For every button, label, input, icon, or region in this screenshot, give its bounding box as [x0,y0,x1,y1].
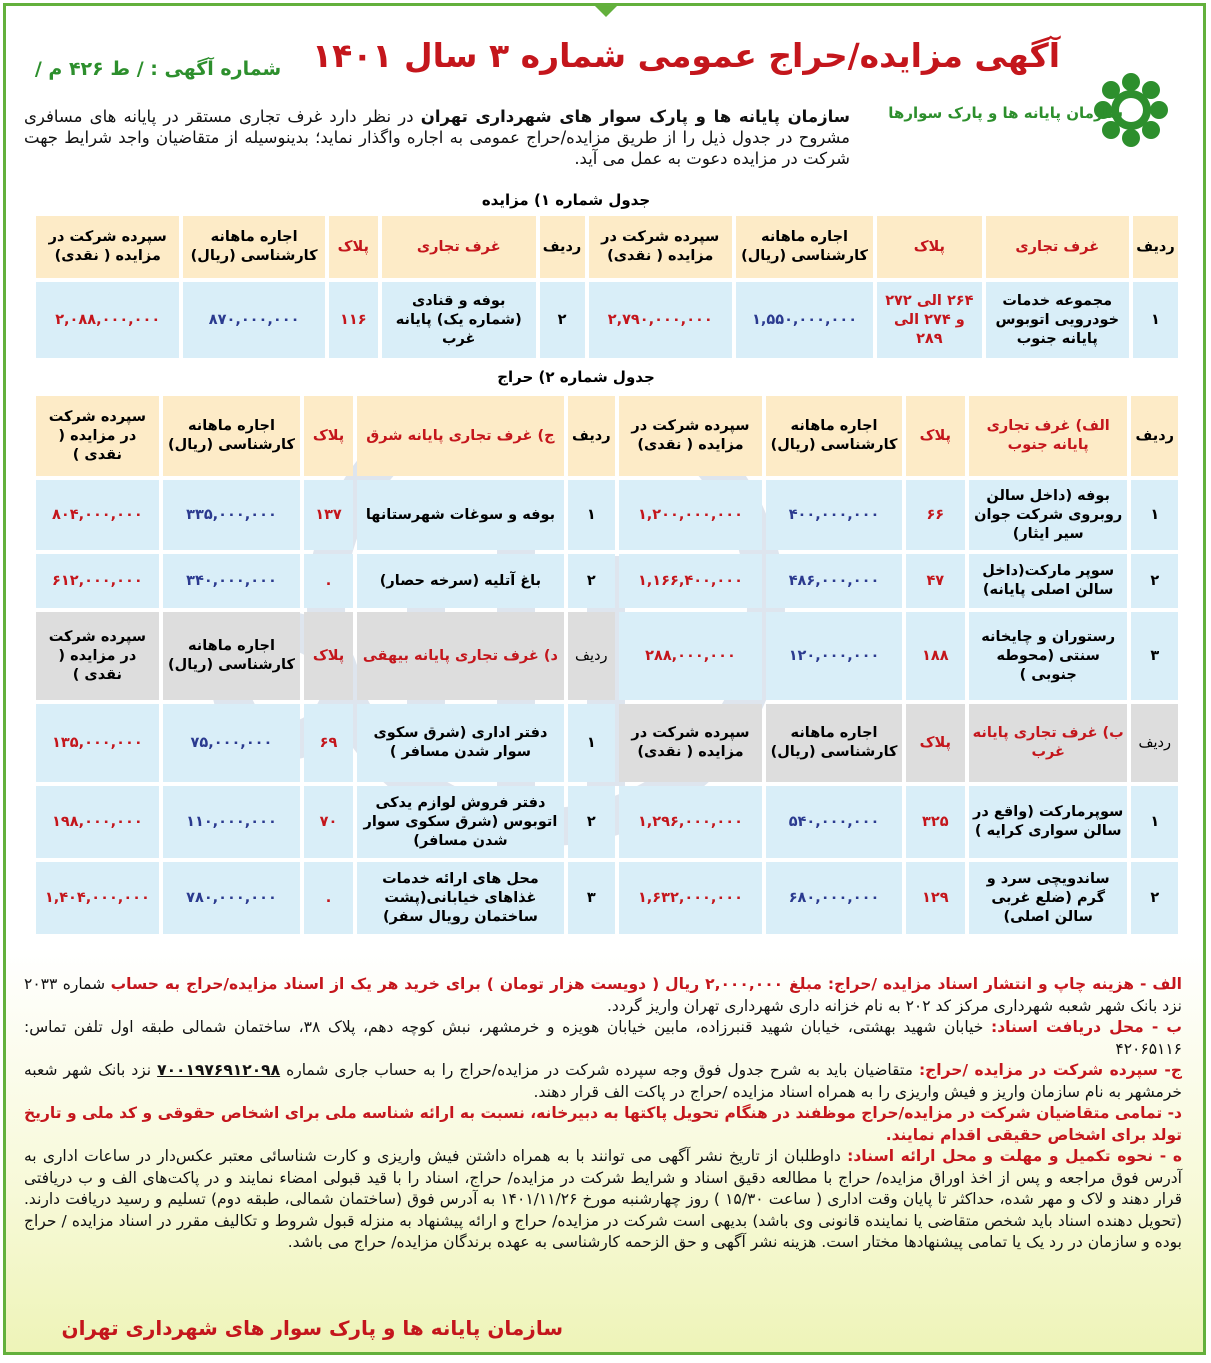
term-b-label: ب - محل دریافت اسناد: [991,1018,1182,1036]
table-cell-rent: ۳۳۵,۰۰۰,۰۰۰ [163,480,300,550]
term-a [24,974,1182,1017]
table2-caption: جدول شماره ۲) حراج [497,368,655,386]
term-e-text: داوطلبان از تاریخ نشر آگهی می توانند با به همراه داشتن فیش واریزی و کارت شناسائی معتبر عکس‌دار در ساعات اداری به آدرس فوق مراجعه و پس از اخذ اوراق مزایده/ حراج با مطالعه دقیق اسناد و شرایط شرکت در مزایده/ حراج، اسناد را با قید قبولی امضاء نمایند و در پاکت‌های الف و ب دریافتی قرار دهند و لاک و مهر شده، حداکثر تا پایان وقت اداری ( ساعت ۱۵/۳۰ ) روز چهارشنبه مورخ ۱۴۰۱/۱۱/۲۶ به آدرس فوق (ساختمان شمالی، طبقه دوم) تسلیم و رسید دریافت دارند. (تحویل دهنده اسناد باید شخص متقاضی یا نماینده قانونی وی باشد) بدیهی است شرکت در مزایده/ حراج و ارائه پیشنهاد به منزله قبول شروط و تکالیف مقرر در اسناد مزایده / حراج بوده و سازمان در رد یک یا تمامی پیشنهادها مختار است. هزینه نشر آگهی و حق الزحمه کارشناسی به عهده برندگان مزایده/ حراج می باشد. [24,1147,1182,1251]
term-c-text: متقاضیان باید به شرح جدول فوق وجه سپرده شرکت در مزایده/حراج را به حساب جاری شماره [280,1061,919,1079]
table-cell-deposit: ۱۳۵,۰۰۰,۰۰۰ [36,704,159,782]
table-cell-row: ۲ [1131,862,1178,934]
table-cell-plaque: ۱۲۹ [906,862,965,934]
table-cell-deposit: ۲,۷۹۰,۰۰۰,۰۰۰ [589,282,732,358]
ad-number: شماره آگهی : / ط ۴۲۶ م / [34,58,282,80]
table-cell-row: ۱ [568,480,615,550]
header-booth: غرف تجاری [382,216,536,278]
table-cell-booth: مجموعه خدمات خودرویی اتوبوس پایانه جنوب [986,282,1129,358]
table-cell-rent: ۱,۵۵۰,۰۰۰,۰۰۰ [736,282,873,358]
table-cell-booth: دفتر اداری (شرق سکوی سوار شدن مسافر ) [357,704,564,782]
table-cell-plaque: ۶۹ [304,704,353,782]
header-rent: اجاره ماهانه کارشناسی (ریال) [736,216,873,278]
table-cell-deposit: ۱,۴۰۴,۰۰۰,۰۰۰ [36,862,159,934]
table-cell-plaque: ۱۳۷ [304,480,353,550]
intro-paragraph [24,106,850,169]
table-cell-rent: ۴۰۰,۰۰۰,۰۰۰ [766,480,901,550]
table-cell-rent: ۱۲۰,۰۰۰,۰۰۰ [766,612,901,700]
header-row: ردیف [568,396,615,476]
table-cell-plaque: ۳۲۵ [906,786,965,858]
term-e [24,1146,1182,1254]
header-deposit: سپرده شرکت در مزایده ( نقدی ) [36,612,159,700]
term-c [24,1060,1182,1103]
header-rent: اجاره ماهانه کارشناسی (ریال) [766,704,901,782]
table-cell-plaque: ۶۶ [906,480,965,550]
header-west-booths: ب) غرف تجاری پایانه غرب [969,704,1128,782]
table-cell-deposit: ۱,۲۰۰,۰۰۰,۰۰۰ [619,480,763,550]
term-d: د- تمامی متقاضیان شرکت در مزایده/حراج موظفند در هنگام تحویل پاکتها به دبیرخانه، نسبت به ارائه شناسه ملی برای اشخاص حقوقی و کد ملی و تاریخ تولد برای اشخاص حقیقی اقدام نمایند. [24,1104,1182,1144]
table-cell-deposit: ۶۱۲,۰۰۰,۰۰۰ [36,554,159,608]
header-beyhaghi-booths: د) غرف تجاری پایانه بیهقی [357,612,564,700]
header-rent: اجاره ماهانه کارشناسی (ریال) [766,396,901,476]
table-cell-row: ۲ [1131,554,1178,608]
table-cell-rent: ۷۸۰,۰۰۰,۰۰۰ [163,862,300,934]
table-cell-plaque: . [304,554,353,608]
table-cell-booth: سوپر مارکت(داخل سالن اصلی پایانه) [969,554,1128,608]
table-cell-booth: بوفه و سوغات شهرستانها [357,480,564,550]
header-plaque: پلاک [906,396,965,476]
term-c-account-number: ۷۰۰۱۹۷۶۹۱۲۰۹۸ [157,1061,281,1079]
table-cell-row: ۳ [568,862,615,934]
table-cell-row: ۱ [1131,480,1178,550]
header-deposit: سپرده شرکت در مزایده ( نقدی) [589,216,732,278]
organization-logo-text: سازمان پایانه ها و پارک سوارها [888,104,1123,122]
table-cell-booth: بوفه (داخل سالن روبروی شرکت جوان سیر ایثار) [969,480,1128,550]
header-plaque: پلاک [304,396,353,476]
table-cell-rent: ۳۴۰,۰۰۰,۰۰۰ [163,554,300,608]
ad-page [3,3,1206,1355]
table-cell-deposit: ۸۰۴,۰۰۰,۰۰۰ [36,480,159,550]
table-cell-row: ۳ [1131,612,1178,700]
table-cell-plaque: ۴۷ [906,554,965,608]
term-c-text-2: نزد بانک شهر شعبه خرمشهر به نام سازمان واریز و فیش واریزی را به همراه اسناد مزایده /حراج در پاکت الف قرار دهند. [24,1061,1182,1101]
header-row: ردیف [1133,216,1178,278]
term-e-label: ه - نحوه تکمیل و مهلت و محل ارائه اسناد: [847,1147,1182,1165]
intro-org-name: سازمان پایانه ها و پارک سوار های شهرداری تهران [420,107,850,126]
header-row: ردیف [1131,704,1178,782]
table-cell-row: ۱ [1133,282,1178,358]
intro-text: در نظر دارد غرف تجاری مستقر در پایانه های مسافری مشروح در جدول ذیل را از طریق مزایده/حراج عمومی به اجاره واگذار نماید؛ بدینوسیله از متقاضیان واجد شرایط جهت شرکت در مزایده دعوت به عمل می آید. [24,107,850,168]
table-cell-rent: ۸۷۰,۰۰۰,۰۰۰ [183,282,324,358]
table-cell-deposit: ۱۹۸,۰۰۰,۰۰۰ [36,786,159,858]
term-c-label: ج- سپرده شرکت در مزایده /حراج: [918,1061,1182,1079]
term-a-text: شماره ۲۰۳۳ نزد بانک شهر شعبه شهرداری مرکز کد ۲۰۲ به نام خزانه داری شهرداری تهران واریز گردد. [24,975,1182,1015]
table-cell-booth: رستوران و چایخانه سنتی (محوطه جنوبی ) [969,612,1128,700]
table-cell-booth: باغ آتلیه (سرخه حصار) [357,554,564,608]
ad-title: آگهی مزایده/حراج عمومی شماره ۳ سال ۱۴۰۱ [311,36,1061,75]
header-rent: اجاره ماهانه کارشناسی (ریال) [163,396,300,476]
table-cell-booth: سوپرمارکت (واقع در سالن سواری کرایه ) [969,786,1128,858]
table-cell-row: ۲ [540,282,585,358]
header-row: ردیف [540,216,585,278]
table-cell-rent: ۱۱۰,۰۰۰,۰۰۰ [163,786,300,858]
table-cell-row: ۱ [568,704,615,782]
table-cell-deposit: ۱,۶۳۲,۰۰۰,۰۰۰ [619,862,763,934]
term-b-text: خیابان شهید بهشتی، خیابان شهید قنبرزاده، مابین خیابان هویزه و خرمشهر، نبش کوچه دهم، پلاک ۳۸، ساختمان شمالی طبقه اول تلفن تماس: ۴۲۰۶۵۱۱۶ [24,1018,1182,1058]
table-cell-rent: ۷۵,۰۰۰,۰۰۰ [163,704,300,782]
term-b [24,1017,1182,1060]
table-cell-rent: ۵۴۰,۰۰۰,۰۰۰ [766,786,901,858]
header-deposit: سپرده شرکت در مزایده ( نقدی) [619,704,763,782]
header-plaque: پلاک [906,704,965,782]
table-cell-deposit: ۱,۲۹۶,۰۰۰,۰۰۰ [619,786,763,858]
top-notch [592,3,620,17]
table-cell-row: ۲ [568,786,615,858]
header-plaque: پلاک [304,612,353,700]
header-plaque: پلاک [329,216,378,278]
clearance-sale-table [32,392,1182,938]
header-booth: غرف تجاری [986,216,1129,278]
table-cell-booth: بوفه و قنادی (شماره یک) پایانه غرب [382,282,536,358]
header-rent: اجاره ماهانه کارشناسی (ریال) [183,216,324,278]
header-south-booths: الف) غرف تجاری پایانه جنوب [969,396,1128,476]
header-deposit: سپرده شرکت در مزایده ( نقدی ) [36,396,159,476]
table-cell-row: ۱ [1131,786,1178,858]
header-deposit: سپرده شرکت در مزایده ( نقدی) [619,396,763,476]
terms-section [24,974,1182,1254]
table-cell-plaque: ۱۸۸ [906,612,965,700]
table-cell-deposit: ۲,۰۸۸,۰۰۰,۰۰۰ [36,282,179,358]
table-cell-booth: دفتر فروش لوازم یدکی اتوبوس (شرق سکوی سوار شدن مسافر) [357,786,564,858]
header-deposit: سپرده شرکت در مزایده ( نقدی) [36,216,179,278]
header-row: ردیف [568,612,615,700]
header-east-booths: ج) غرف تجاری پایانه شرق [357,396,564,476]
table-cell-plaque: . [304,862,353,934]
table-cell-row: ۲ [568,554,615,608]
table1-caption: جدول شماره ۱) مزایده [481,191,651,209]
table-cell-plaque: ۲۶۴ الی ۲۷۲ و ۲۷۴ الی ۲۸۹ [877,282,981,358]
term-a-label: الف - هزینه چاپ و انتشار اسناد مزایده /حراج: مبلغ ۲,۰۰۰,۰۰۰ ریال ( دویست هزار تومان ) برای خرید هر یک از اسناد مزایده/حراج به حساب [110,975,1182,993]
header-row: ردیف [1131,396,1178,476]
header-plaque: پلاک [877,216,981,278]
table-cell-deposit: ۲۸۸,۰۰۰,۰۰۰ [619,612,763,700]
table-cell-plaque: ۷۰ [304,786,353,858]
footer-organization: سازمان پایانه ها و پارک سوار های شهرداری تهران [61,1316,563,1340]
table-cell-deposit: ۱,۱۶۶,۴۰۰,۰۰۰ [619,554,763,608]
header-rent: اجاره ماهانه کارشناسی (ریال) [163,612,300,700]
table-cell-rent: ۴۸۶,۰۰۰,۰۰۰ [766,554,901,608]
table-cell-booth: محل های ارائه خدمات غذاهای خیابانی(پشت ساختمان رویال سفر) [357,862,564,934]
table-cell-rent: ۶۸۰,۰۰۰,۰۰۰ [766,862,901,934]
auction-table [32,212,1182,362]
table-cell-plaque: ۱۱۶ [329,282,378,358]
table-cell-booth: ساندویچی سرد و گرم (ضلع غربی سالن اصلی) [969,862,1128,934]
